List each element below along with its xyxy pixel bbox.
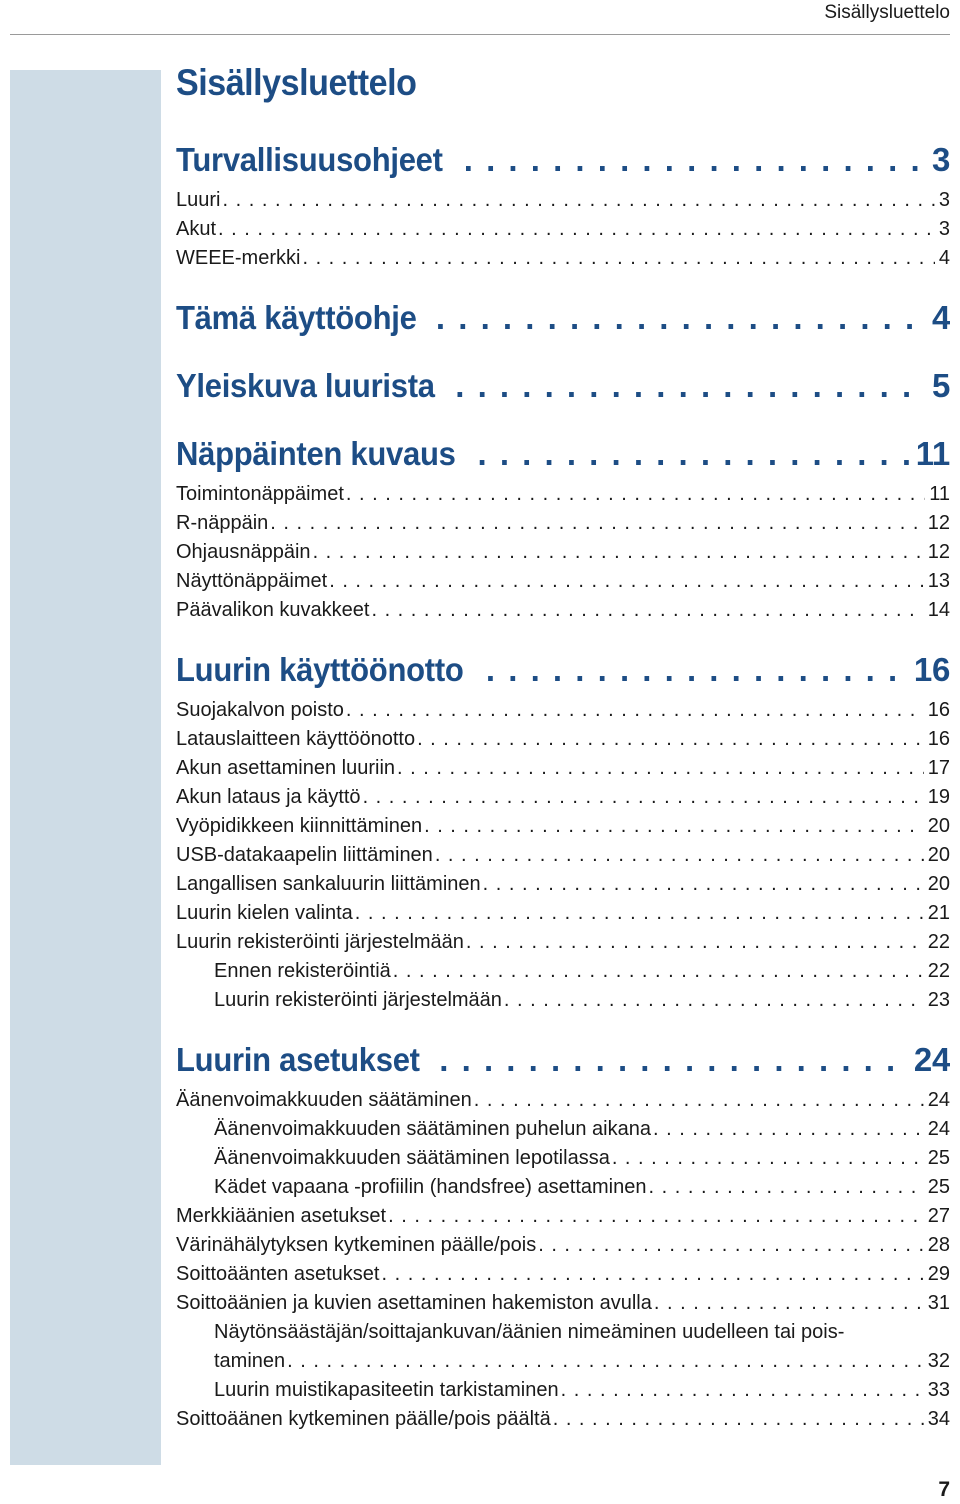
toc-leader — [355, 899, 924, 928]
toc-label: Soittoäänien ja kuvien asettaminen hakemiston avulla — [176, 1292, 652, 1314]
toc-label: Merkkiäänien asetukset — [176, 1205, 387, 1227]
toc-leader — [466, 928, 924, 957]
toc-leader — [371, 596, 923, 625]
toc-leader — [222, 186, 934, 215]
toc-entry-paavalikon-kuvakkeet[interactable] — [176, 596, 950, 625]
toc-page: 20 — [927, 873, 950, 895]
toc-page: 16 — [927, 728, 950, 750]
toc-page: 5 — [931, 367, 950, 404]
toc-leader — [477, 434, 909, 474]
toc-page: 22 — [927, 931, 950, 953]
toc-leader — [381, 1260, 923, 1289]
toc-label: Luurin asetukset — [176, 1041, 420, 1078]
toc-page: 33 — [927, 1379, 950, 1401]
toc-label: Latauslaitteen käyttöönotto — [176, 728, 416, 750]
toc-page: 16 — [927, 699, 950, 721]
toc-label: R-näppäin — [176, 512, 269, 534]
toc-leader — [417, 725, 924, 754]
toc-entry-r-nappain[interactable] — [176, 509, 950, 538]
toc-leader — [455, 366, 926, 406]
toc-label: Äänenvoimakkuuden säätäminen puhelun aikana — [214, 1118, 651, 1140]
toc-leader — [388, 1202, 924, 1231]
toc-page: 24 — [913, 1041, 950, 1078]
toc-page: 29 — [927, 1263, 950, 1285]
toc-entry-luuri[interactable] — [176, 186, 950, 215]
toc-label: Äänenvoimakkuuden säätäminen — [176, 1089, 472, 1111]
toc-page: 3 — [931, 141, 950, 178]
toc-label: Soittoäänten asetukset — [176, 1263, 380, 1285]
toc-leader — [464, 140, 926, 180]
toc-entry-varinahalytyksen[interactable] — [176, 1231, 950, 1260]
toc-page: 16 — [913, 651, 950, 688]
page-number: 7 — [938, 1478, 950, 1501]
toc-subentry-naytonsaastajan[interactable] — [214, 1347, 950, 1376]
toc-label: Tämä käyttöohje — [176, 299, 417, 336]
toc-page: 25 — [927, 1176, 950, 1198]
toc-page: 3 — [938, 189, 950, 211]
toc-page: 32 — [927, 1350, 950, 1372]
toc-subentry-puhelun-aikana[interactable] — [214, 1115, 950, 1144]
toc-entry-latauslaitteen-kayttoonotto[interactable] — [176, 725, 950, 754]
toc-page: 25 — [927, 1147, 950, 1169]
toc-leader — [270, 509, 923, 538]
toc-leader — [287, 1347, 924, 1376]
toc-label: Suojakalvon poisto — [176, 699, 344, 721]
toc-entry-aanenvoimakkuuden-saataminen[interactable] — [176, 1086, 950, 1115]
toc-label: Luurin muistikapasiteetin tarkistaminen — [214, 1379, 559, 1401]
toc-entry-weee[interactable] — [176, 244, 950, 273]
toc-entry-merkkiaanien-asetukset[interactable] — [176, 1202, 950, 1231]
toc-leader — [393, 957, 924, 986]
toc-label: Soittoäänen kytkeminen päälle/pois päältä — [176, 1408, 551, 1430]
toc-leader — [654, 1289, 924, 1318]
toc-leader — [313, 538, 924, 567]
toc-page: 20 — [927, 844, 950, 866]
toc-leader — [474, 1086, 924, 1115]
toc-section-tama-kayttoohje[interactable] — [176, 298, 950, 338]
toc-section-luurin-asetukset[interactable] — [176, 1040, 950, 1080]
toc-page: 24 — [927, 1118, 950, 1140]
toc-subentry-naytonsaastajan-line1[interactable]: Näytönsäästäjän/soittajankuvan/äänien nimeäminen uudelleen tai pois- — [214, 1321, 845, 1343]
toc-section-yleiskuva[interactable] — [176, 366, 950, 406]
side-band — [10, 70, 161, 1465]
toc-page: 11 — [915, 435, 950, 472]
toc-subentry-ennen-rekisterointia[interactable] — [214, 957, 950, 986]
toc-entry-hakemiston-avulla[interactable] — [176, 1289, 950, 1318]
toc-page: 24 — [927, 1089, 950, 1111]
toc-entry-usb-datakaapelin[interactable] — [176, 841, 950, 870]
toc-subentry-rekisterointi[interactable] — [214, 986, 950, 1015]
toc-page: 11 — [929, 483, 950, 505]
toc-label: Toimintonäppäimet — [176, 483, 344, 505]
toc-label: Värinähälytyksen kytkeminen päälle/pois — [176, 1234, 537, 1256]
toc-page: 12 — [927, 541, 950, 563]
toc-label: Luuri — [176, 189, 221, 211]
toc-entry-vyopidikkeen[interactable] — [176, 812, 950, 841]
toc-label: WEEE-merkki — [176, 247, 301, 269]
toc-page: 20 — [927, 815, 950, 837]
toc-subentry-lepotilassa[interactable] — [214, 1144, 950, 1173]
toc-subentry-kadet-vapaana[interactable] — [214, 1173, 950, 1202]
toc-entry-langallisen-sankaluurin[interactable] — [176, 870, 950, 899]
toc-entry-nayttonappaimet[interactable] — [176, 567, 950, 596]
toc-label: Äänenvoimakkuuden säätäminen lepotilassa — [214, 1147, 610, 1169]
toc-page: 4 — [931, 299, 950, 336]
toc-entry-toimintonappaimet[interactable] — [176, 480, 950, 509]
page-title: Sisällysluettelo — [176, 62, 417, 103]
toc-entry-soittoaanten-asetukset[interactable] — [176, 1260, 950, 1289]
toc-label: Luurin kielen valinta — [176, 902, 353, 924]
toc-label: Ohjausnäppäin — [176, 541, 311, 563]
toc-leader — [218, 215, 935, 244]
toc-subentry-muistikapasiteetin[interactable] — [214, 1376, 950, 1405]
toc-leader — [302, 244, 934, 273]
toc-leader — [329, 567, 924, 596]
toc-page: 21 — [927, 902, 950, 924]
toc-leader — [553, 1405, 924, 1434]
toc-entry-akun-asettaminen[interactable] — [176, 754, 950, 783]
toc-page: 28 — [927, 1234, 950, 1256]
toc-page: 4 — [938, 247, 950, 269]
toc-section-turvallisuusohjeet[interactable] — [176, 140, 950, 180]
toc-page: 22 — [927, 960, 950, 982]
toc-page: 3 — [938, 218, 950, 240]
toc-leader — [436, 298, 926, 338]
toc-leader — [486, 650, 908, 690]
toc-leader — [653, 1115, 924, 1144]
toc-leader — [424, 812, 924, 841]
toc-label: Turvallisuusohjeet — [176, 141, 443, 178]
toc-leader — [483, 870, 924, 899]
toc-section-nappainten-kuvaus[interactable] — [176, 434, 950, 474]
toc-entry-suojakalvon-poisto[interactable] — [176, 696, 950, 725]
toc-leader — [561, 1376, 924, 1405]
toc-leader — [538, 1231, 924, 1260]
toc-label: Ennen rekisteröintiä — [214, 960, 391, 982]
toc-label: Kädet vapaana -profiilin (handsfree) asettaminen — [214, 1176, 647, 1198]
toc-page: 31 — [927, 1292, 950, 1314]
toc-page: 17 — [927, 757, 950, 779]
toc-label: USB-datakaapelin liittäminen — [176, 844, 433, 866]
toc-entry-kielen-valinta[interactable] — [176, 899, 950, 928]
toc-entry-akut[interactable] — [176, 215, 950, 244]
toc-label: Akun lataus ja käyttö — [176, 786, 361, 808]
toc-label: Luurin rekisteröinti järjestelmään — [214, 989, 502, 1011]
toc-page: 12 — [927, 512, 950, 534]
toc-entry-akun-lataus[interactable] — [176, 783, 950, 812]
toc-page: 34 — [927, 1408, 950, 1430]
toc-leader — [504, 986, 924, 1015]
toc-leader — [346, 696, 924, 725]
running-head: Sisällysluettelo — [824, 2, 950, 23]
header-rule — [10, 34, 950, 35]
toc-leader — [397, 754, 924, 783]
toc-label: Yleiskuva luurista — [176, 367, 435, 404]
toc-page: 14 — [927, 599, 950, 621]
toc-label: Luurin käyttöönotto — [176, 651, 464, 688]
toc-entry-soittoaanen-kytkeminen[interactable] — [176, 1405, 950, 1434]
toc-leader — [363, 783, 924, 812]
toc-leader — [346, 480, 925, 509]
toc-label: Päävalikon kuvakkeet — [176, 599, 370, 621]
toc-section-luurin-kayttoonotto[interactable] — [176, 650, 950, 690]
toc-label: Näppäinten kuvaus — [176, 435, 456, 472]
toc-label: Vyöpidikkeen kiinnittäminen — [176, 815, 423, 837]
toc-page: 13 — [927, 570, 950, 592]
toc-label: Näyttönäppäimet — [176, 570, 328, 592]
toc-leader — [648, 1173, 923, 1202]
toc-label: Akun asettaminen luuriin — [176, 757, 396, 779]
toc-label: taminen — [214, 1350, 286, 1372]
toc-entry-rekisterointi[interactable] — [176, 928, 950, 957]
toc-page: 23 — [927, 989, 950, 1011]
toc-page: 19 — [927, 786, 950, 808]
toc-label: Luurin rekisteröinti järjestelmään — [176, 931, 464, 953]
toc-label: Langallisen sankaluurin liittäminen — [176, 873, 481, 895]
toc-label: Akut — [176, 218, 217, 240]
toc-leader — [439, 1040, 908, 1080]
toc-entry-ohjausnappain[interactable] — [176, 538, 950, 567]
toc-leader — [612, 1144, 924, 1173]
toc-leader — [435, 841, 924, 870]
toc-page: 27 — [927, 1205, 950, 1227]
